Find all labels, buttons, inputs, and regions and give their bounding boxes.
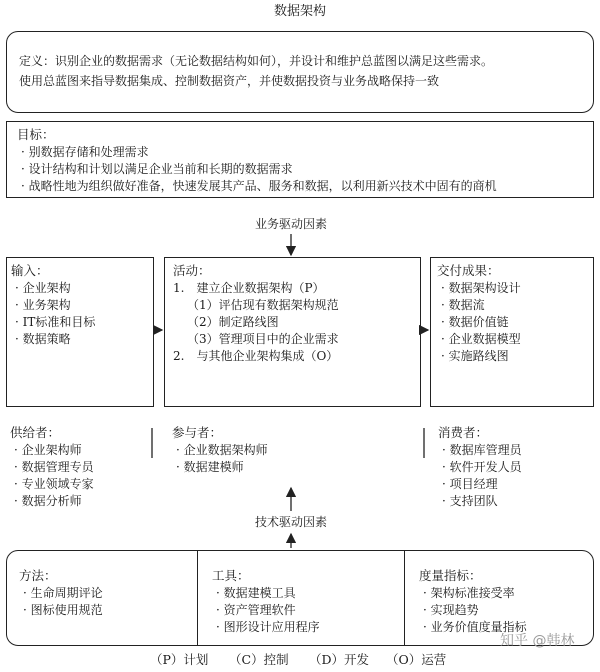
- consumer-item: · 支持团队: [442, 493, 498, 509]
- consumer-item: · 软件开发人员: [442, 459, 522, 475]
- definition-box: [6, 31, 594, 113]
- deliverables-label: 交付成果：: [437, 263, 500, 278]
- metric-item: · 实现趋势: [423, 602, 479, 618]
- participant-item: · 企业数据架构师: [176, 442, 268, 458]
- goal-item: · 战略性地为组织做好准备，快速发展其产品、服务和数据，以利用新兴技术中固有的商机: [21, 178, 497, 194]
- tool-item: · 资产管理软件: [216, 602, 296, 618]
- consumer-item: · 数据库管理员: [442, 442, 522, 458]
- supplier-item: · 专业领域专家: [14, 476, 94, 492]
- deliverable-item: · 实施路线图: [441, 348, 509, 364]
- supplier-item: · 企业架构师: [14, 442, 82, 458]
- method-item: · 图标使用规范: [23, 602, 103, 618]
- input-item: · IT标准和目标: [15, 314, 95, 330]
- activity-line: （2）制定路线图: [187, 315, 279, 329]
- goal-item: · 设计结构和计划以满足企业当前和长期的数据需求: [21, 161, 293, 177]
- deliverable-item: · 数据流: [441, 297, 485, 313]
- supplier-item: · 数据管理专员: [14, 459, 94, 475]
- supplier-item: · 数据分析师: [14, 493, 82, 509]
- consumer-item: · 项目经理: [442, 476, 498, 492]
- goals-box: [6, 121, 594, 198]
- tech-driver-label: 技术驱动因素: [254, 515, 327, 529]
- methods-tools-metrics-box: [6, 550, 594, 646]
- metrics-section: [405, 551, 593, 645]
- definition-line-1: 定义：识别企业的数据需求（无论数据结构如何），并设计和维护总蓝图以满足这些需求。: [19, 54, 494, 68]
- suppliers-section: [6, 424, 156, 514]
- inputs-box: [6, 257, 154, 407]
- legend-control: （C）控制: [229, 652, 289, 667]
- input-item: · 数据策略: [15, 331, 71, 347]
- participants-section: [166, 424, 416, 484]
- deliverable-item: · 数据架构设计: [441, 280, 521, 296]
- goal-item: · 别数据存储和处理需求: [21, 144, 149, 160]
- deliverable-item: · 企业数据模型: [441, 331, 521, 347]
- legend-develop: （D）开发: [309, 652, 370, 667]
- methods-label: 方法：: [19, 568, 57, 583]
- metrics-label: 度量指标：: [419, 568, 482, 583]
- tool-item: · 数据建模工具: [216, 585, 296, 601]
- input-item: · 企业架构: [15, 280, 71, 296]
- legend: [0, 652, 600, 670]
- metric-item: · 架构标准接受率: [423, 585, 515, 601]
- consumers-section: [432, 424, 592, 514]
- consumers-label: 消费者：: [438, 425, 489, 440]
- tools-label: 工具：: [212, 568, 250, 583]
- watermark: 知乎 @韩林: [500, 633, 575, 649]
- tools-section: [198, 551, 404, 645]
- legend-operate: （O）运营: [386, 652, 447, 667]
- activity-line: （3）管理项目中的企业需求: [187, 332, 339, 346]
- definition-line-2: 使用总蓝图来指导数据集成、控制数据资产，并使数据投资与业务战略保持一致: [19, 74, 440, 88]
- activity-line: 2. 与其他企业架构集成（O）: [173, 349, 339, 363]
- input-item: · 业务架构: [15, 297, 71, 313]
- participants-label: 参与者：: [172, 425, 223, 440]
- activity-line: 1. 建立企业数据架构（P）: [173, 281, 325, 295]
- activities-label: 活动：: [173, 263, 211, 278]
- activities-box: [164, 257, 421, 407]
- diagram-title: 数据架构: [273, 4, 326, 19]
- participant-item: · 数据建模师: [176, 459, 244, 475]
- deliverable-item: · 数据价值链: [441, 314, 509, 330]
- goals-label: 目标：: [17, 127, 55, 142]
- tool-item: · 图形设计应用程序: [216, 619, 320, 635]
- business-driver-label: 业务驱动因素: [254, 217, 327, 231]
- deliverables-box: [430, 257, 594, 407]
- activity-line: （1）评估现有数据架构规范: [187, 298, 339, 312]
- legend-plan: （P）计划: [150, 652, 209, 667]
- method-item: · 生命周期评论: [23, 585, 103, 601]
- methods-section: [7, 551, 197, 645]
- suppliers-label: 供给者：: [10, 425, 61, 440]
- inputs-label: 输入：: [11, 263, 49, 278]
- metric-item: · 业务价值度量指标: [423, 619, 527, 635]
